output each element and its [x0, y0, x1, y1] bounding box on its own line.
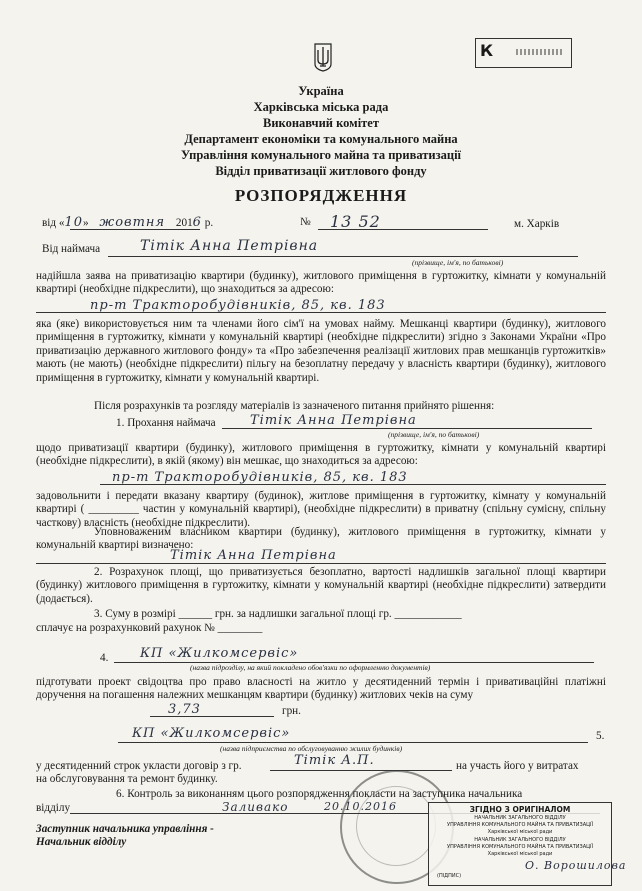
header-council: Харківська міська рада — [253, 100, 389, 114]
footer-line-1: Заступник начальника управління - — [36, 823, 214, 835]
stamp-sign-label: (ПІДПИС) — [437, 873, 462, 879]
stamp-sub-4: НАЧАЛЬНИК ЗАГАЛЬНОГО ВІДДІЛУ — [474, 837, 566, 843]
item4-label: 4. — [100, 652, 109, 664]
item5-text-end: на участь його у витратах — [456, 760, 579, 772]
trident-emblem-icon — [312, 42, 334, 72]
intro-address: пр-т Тракторобудівників, 85, кв. 183 — [90, 298, 386, 313]
date-close-quote: » — [83, 217, 89, 229]
date-day: 10 — [64, 215, 84, 230]
registration-stamp-letter: К — [480, 41, 494, 60]
date-year-suffix: р. — [204, 217, 214, 229]
city-label: м. Харків — [514, 218, 560, 230]
stamp-sub-1: НАЧАЛЬНИК ЗАГАЛЬНОГО ВІДДІЛУ — [474, 815, 566, 821]
item5-text-start: у десятиденний строк укласти договір з гр. — [36, 760, 242, 772]
header-directorate: Управління комунального майна та приватизації — [180, 148, 462, 162]
item4-sum: 3,73 — [168, 702, 201, 717]
number-label: № — [300, 216, 311, 228]
stamp-sub-2: УПРАВЛІННЯ КОМУНАЛЬНОГО МАЙНА ТА ПРИВАТИЗАЦІЇ — [447, 822, 593, 828]
stamp-signer: О. Ворошилова — [525, 859, 627, 872]
tenant-caption: (прізвище, ім'я, по батькові) — [412, 258, 504, 267]
certification-stamp — [428, 802, 627, 886]
stamp-sub-6: Харківської міської ради — [487, 851, 553, 857]
item6-handwritten: Заливако — [222, 800, 289, 814]
document-title: РОЗПОРЯДЖЕННЯ — [234, 186, 408, 205]
intro-paragraph-2: яка (яке) використовується ним та членами його сім'ї на умовах найму. Мешканці квартири (будинку), житлового приміщення в гуртожитку, кімнати у комунальній квартирі (необхідне підкреслити) згідно з Законами України «Про приватизацію державного житлового фонду» та «Про забезпечення реалізації житлових прав мешканців гуртожитків» мають (не мають) (необхідне підкреслити) пільгу на безоплатну передачу у власність квартири (будинку), житлового приміщення в гуртожитку, кімнати у комунальній квартирі. — [36, 318, 606, 384]
stamp-scribble — [516, 49, 564, 55]
item5-org: КП «Жилкомсервіс» — [132, 726, 291, 741]
stamp-sub-3: Харківської міської ради — [487, 829, 553, 835]
item1-name: Тітік Анна Петрівна — [250, 413, 417, 428]
date-year-digit: 6 — [192, 215, 202, 230]
header-country: Україна — [298, 84, 344, 98]
registration-stamp — [475, 38, 572, 68]
item1-paragraph-2: задовольнити і передати вказану квартиру (будинок), житлове приміщення в гуртожитку, кімнату у комунальній квартирі ( _________ частин у комунальній квартирі), (необхідне підкреслити) в приватну (спільну сумісну, спільну часткову) власність (необхідне підкреслити). — [36, 490, 606, 529]
intro-paragraph-3: Після розрахунків та розгляду матеріалів із зазначеного питання прийнято рішення: — [94, 400, 495, 412]
item1-paragraph-3: Уповноваженим власником квартири (будинку), житлового приміщення в гуртожитку, кімнати у комунальній квартирі визначено: — [36, 526, 606, 552]
item6-date: 20.10.2016 — [324, 800, 397, 813]
tenant-name: Тітік Анна Петрівна — [140, 238, 319, 254]
footer-line-2: Начальник відділу — [36, 836, 127, 848]
item3-paragraph-2: сплачує на розрахунковий рахунок № ________ — [36, 622, 263, 634]
document-number: 13 52 — [330, 212, 381, 231]
stamp-title: ЗГІДНО З ОРИГІНАЛОМ — [469, 805, 571, 814]
item3-paragraph-1: 3. Суму в розмірі ______ грн. за надлишки загальної площі гр. ____________ — [94, 608, 462, 620]
date-label — [42, 216, 213, 230]
intro-paragraph-1: надійшла заява на приватизацію квартири (будинку), житлового приміщення в гуртожитку, кімнати у комунальній квартирі (необхідне підкреслити), що знаходиться за адресою: — [36, 270, 606, 296]
header-committee: Виконавчий комітет — [263, 116, 379, 130]
item4-currency: грн. — [282, 705, 301, 717]
stamp-sub-5: УПРАВЛІННЯ КОМУНАЛЬНОГО МАЙНА ТА ПРИВАТИЗАЦІЇ — [447, 844, 593, 850]
item6-paragraph-2: відділу — [36, 802, 71, 814]
date-month: жовтня — [99, 215, 166, 230]
item5-caption: (назва підприємства по обслуговуванню жилих будинків) — [220, 744, 403, 753]
tenant-label: Від наймача — [42, 243, 101, 255]
item2-paragraph: 2. Розрахунок площі, що приватизується безоплатно, вартості надлишків загальної площі квартири (будинку) житлового приміщення в гуртожитку, кімнати у комунальній квартирі (необхідне підкреслити) затвердити (додається). — [36, 566, 606, 605]
item1-paragraph-1: щодо приватизації квартири (будинку), житлового приміщення в гуртожитку, кімнати у комунальній квартирі (необхідне підкреслити), в якій (якому) він мешкає, що знаходиться за адресою: — [36, 442, 606, 468]
item4-caption: (назва підрозділу, на який покладено обов'язки по оформленню документів) — [190, 663, 431, 672]
item1-address: пр-т Тракторобудівників, 85, кв. 183 — [112, 470, 408, 485]
item4-org: КП «Жилкомсервіс» — [140, 646, 299, 661]
item1-caption: (прізвище, ім'я, по батькові) — [388, 430, 480, 439]
date-year-prefix: 201 — [175, 217, 193, 229]
header-section: Відділ приватизації житлового фонду — [215, 164, 427, 178]
item5-paragraph-2: на обслуговування та ремонт будинку. — [36, 773, 218, 785]
official-seal-inner — [356, 786, 436, 866]
item6-paragraph: 6. Контроль за виконанням цього розпорядження покласти на заступника начальника — [116, 788, 523, 800]
date-from-label: від « — [42, 217, 65, 229]
item4-paragraph: підготувати проект свідоцтва про право власності на житло у десятиденний термін і привативаційні платіжні доручення на погашення належних мешканцям квартири (будинку) житлових чеків на суму — [36, 676, 606, 702]
item5-name: Тітік А.П. — [294, 753, 375, 768]
item5-label: 5. — [596, 730, 605, 742]
item1-label: 1. Прохання наймача — [116, 417, 216, 429]
item1-owner: Тітік Анна Петрівна — [170, 548, 337, 563]
header-department: Департамент економіки та комунального майна — [184, 132, 458, 146]
